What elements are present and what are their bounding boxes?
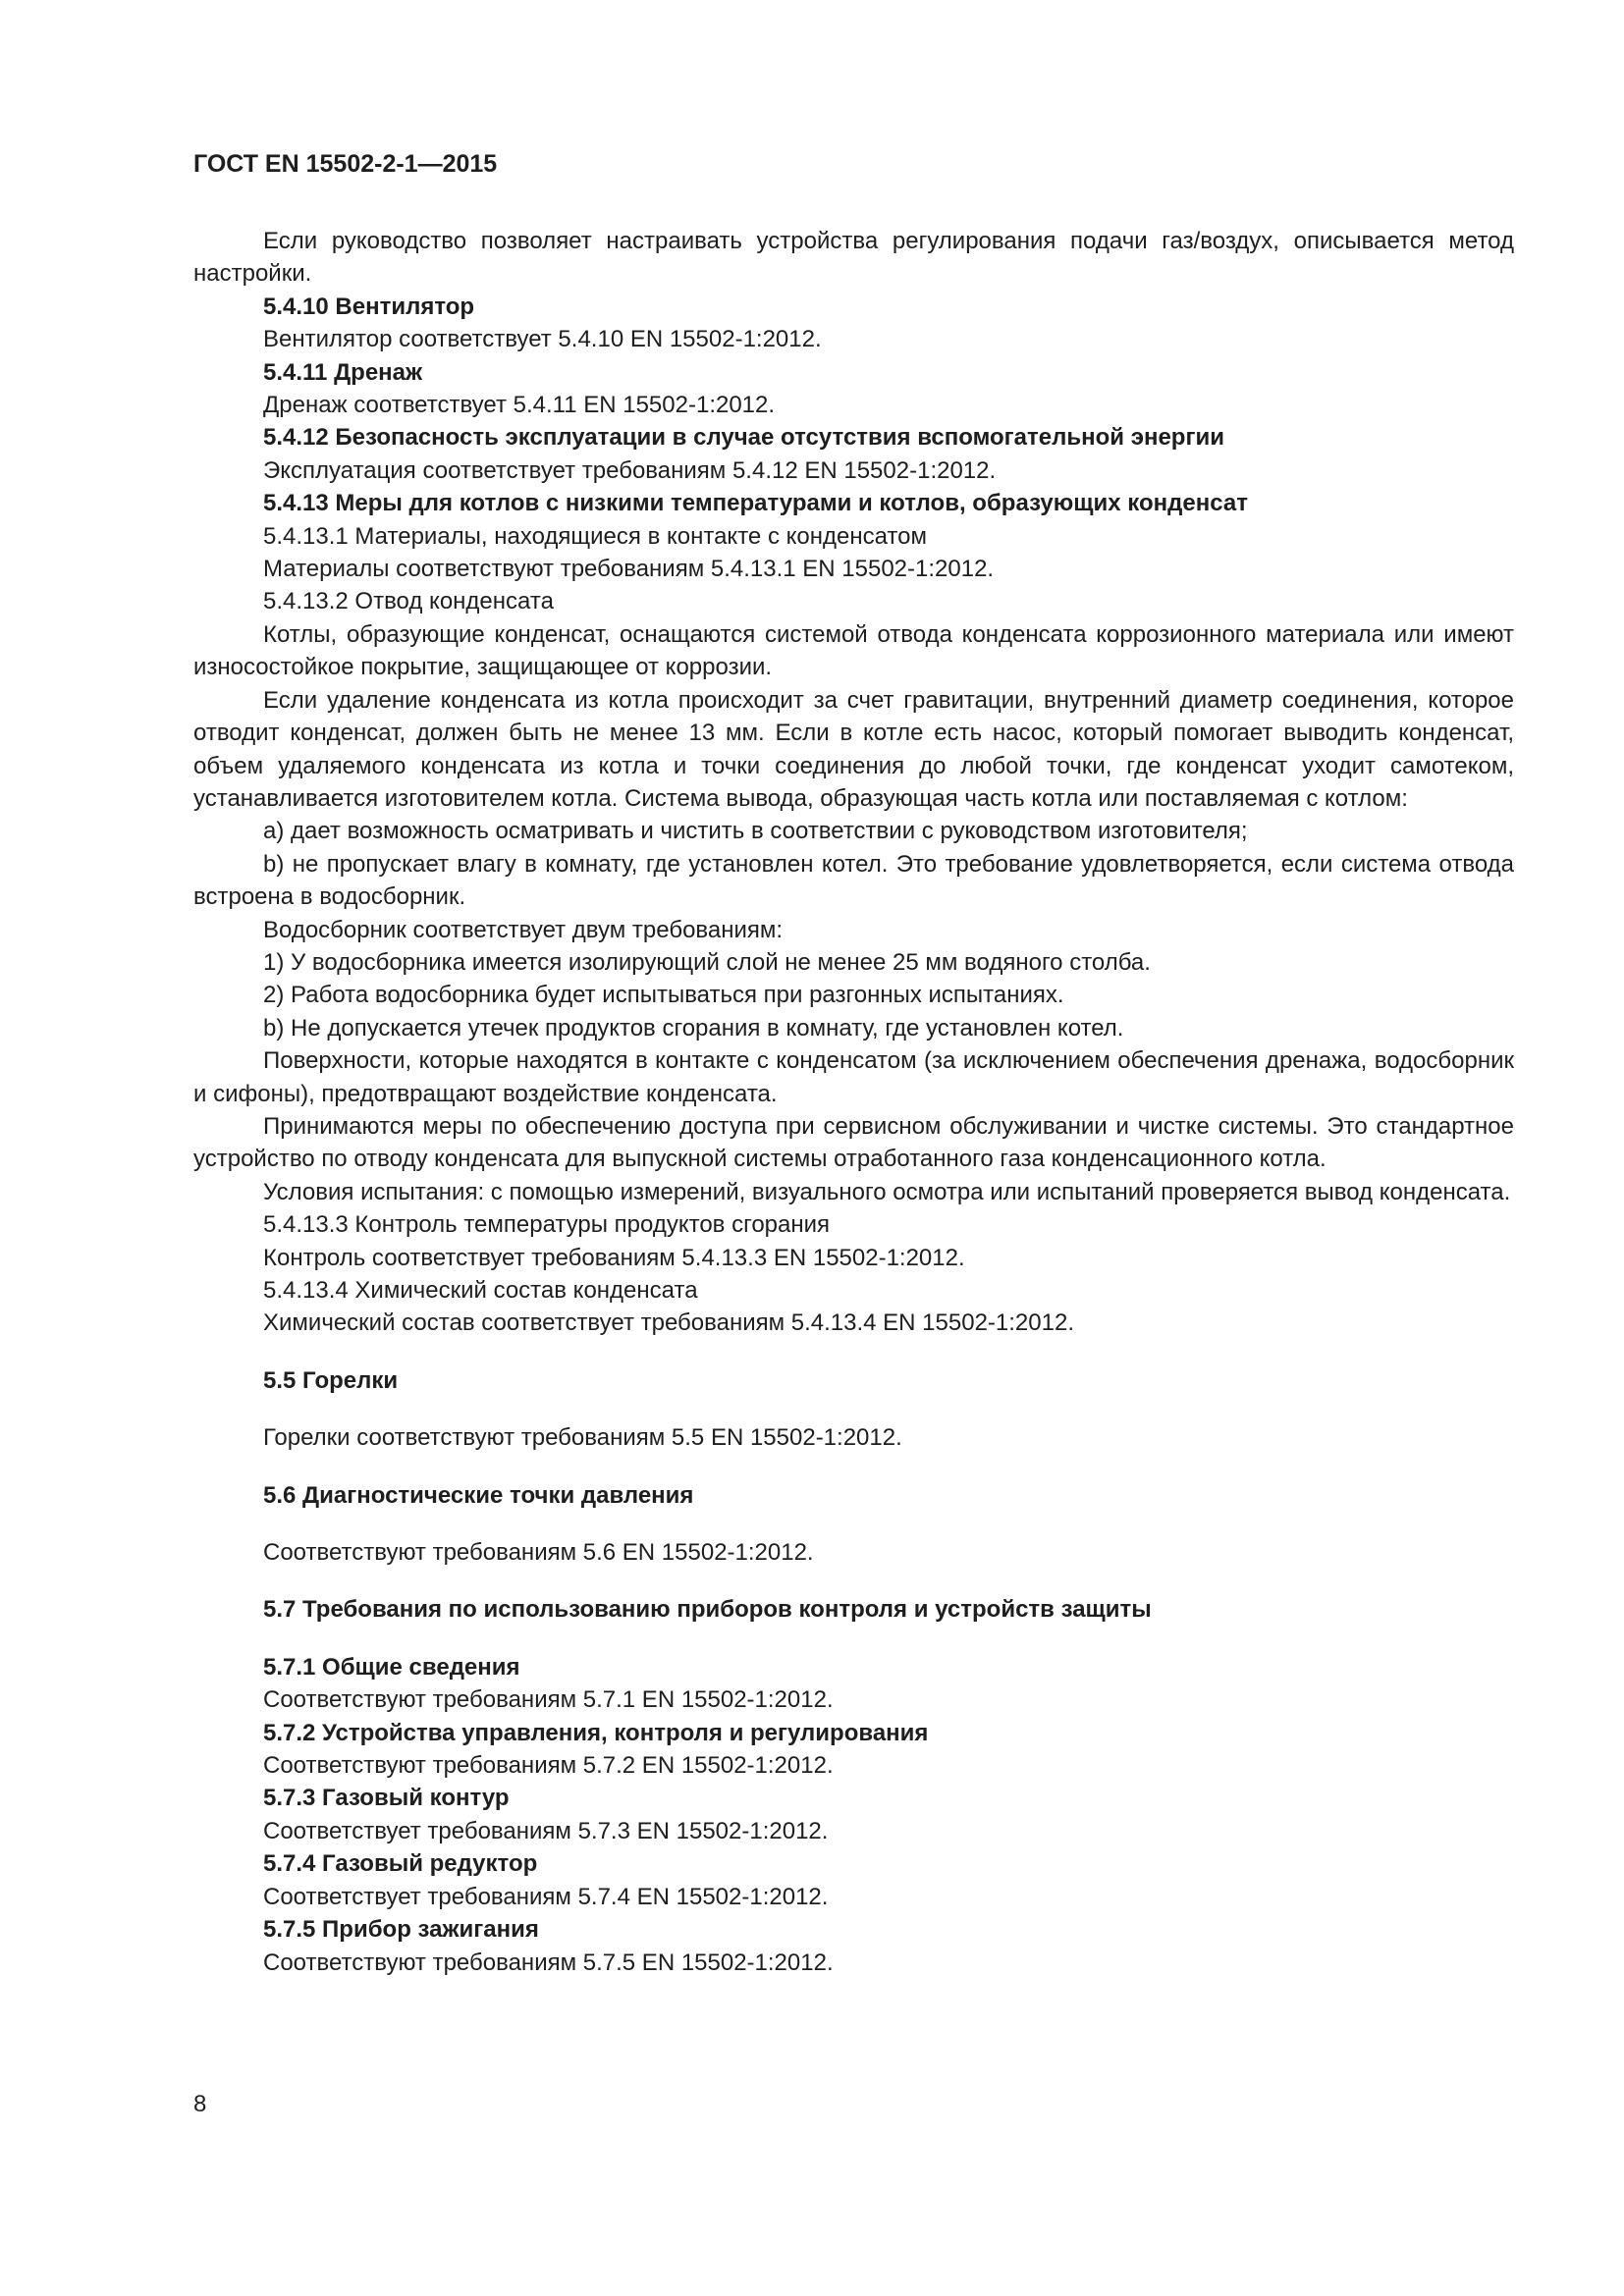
- subsection-heading: 5.4.13.1 Материалы, находящиеся в контакте с конденсатом: [263, 522, 927, 550]
- paragraph: Условия испытания: с помощью измерений, визуального осмотра или испытаний проверяется вывод конденсата.: [263, 1178, 1511, 1205]
- paragraph: Соответствует требованиям 5.7.4 EN 15502-1:2012.: [263, 1883, 829, 1910]
- document-header: ГОСТ EN 15502-2-1—2015: [193, 150, 498, 178]
- section-heading: 5.6 Диагностические точки давления: [263, 1481, 694, 1509]
- subsection-heading: 5.4.13.3 Контроль температуры продуктов сгорания: [263, 1211, 831, 1239]
- paragraph: Материалы соответствуют требованиям 5.4.13.1 EN 15502-1:2012.: [263, 556, 995, 583]
- section-heading: 5.7.5 Прибор зажигания: [263, 1916, 539, 1944]
- paragraph: Если руководство позволяет настраивать устройства регулирования подачи газ/воздух, описывается метод настройки.: [193, 228, 1514, 288]
- list-item: b) Не допускается утечек продуктов сгорания в комнату, где установлен котел.: [263, 1014, 1124, 1041]
- list-item: а) дает возможность осматривать и чистить в соответствии с руководством изготовителя;: [263, 818, 1248, 845]
- document-body: [193, 225, 1514, 1979]
- section-heading: 5.5 Горелки: [263, 1366, 399, 1394]
- paragraph: Соответствуют требованиям 5.6 EN 15502-1:2012.: [263, 1539, 814, 1567]
- section-heading: 5.7.2 Устройства управления, контроля и регулирования: [263, 1719, 929, 1746]
- paragraph: Соответствуют требованиям 5.7.1 EN 15502-1:2012.: [263, 1686, 834, 1714]
- subsection-heading: 5.4.13.2 Отвод конденсата: [263, 588, 554, 615]
- list-item: 1) У водосборника имеется изолирующий слой не менее 25 мм водяного столба.: [263, 948, 1151, 976]
- paragraph: Химический состав соответствует требованиям 5.4.13.4 EN 15502-1:2012.: [263, 1309, 1074, 1337]
- paragraph: Горелки соответствуют требованиям 5.5 EN 15502-1:2012.: [263, 1424, 902, 1452]
- subsection-heading: 5.4.13.4 Химический состав конденсата: [263, 1277, 698, 1304]
- paragraph: Соответствует требованиям 5.7.3 EN 15502-1:2012.: [263, 1817, 829, 1844]
- section-heading: 5.7.4 Газовый редуктор: [263, 1850, 538, 1878]
- section-heading: 5.4.12 Безопасность эксплуатации в случае отсутствия вспомогательной энергии: [263, 424, 1224, 452]
- section-heading: 5.7.3 Газовый контур: [263, 1785, 510, 1812]
- paragraph: Если удаление конденсата из котла происходит за счет гравитации, внутренний диаметр соединения, которое отводит конденсат, должен быть не менее 13 мм. Если в котле есть насос, который помогает выводить конденсат, объем удаляемого конденсата из котла и точки соединения до любой точки, где конденсат уходит самотеком, устанавливается изготовителем котла. Система вывода, образующая часть котла или поставляемая с котлом:: [193, 686, 1514, 812]
- section-heading: 5.7 Требования по использованию приборов контроля и устройств защиты: [263, 1596, 1152, 1624]
- paragraph: Соответствуют требованиям 5.7.5 EN 15502-1:2012.: [263, 1949, 834, 1976]
- list-item: 2) Работа водосборника будет испытываться при разгонных испытаниях.: [263, 982, 1064, 1009]
- paragraph: Соответствуют требованиям 5.7.2 EN 15502-1:2012.: [263, 1752, 834, 1780]
- paragraph: Контроль соответствует требованиям 5.4.13.3 EN 15502-1:2012.: [263, 1244, 965, 1271]
- section-heading: 5.7.1 Общие сведения: [263, 1653, 520, 1681]
- paragraph: Дренаж соответствует 5.4.11 EN 15502-1:2012.: [263, 392, 776, 419]
- section-heading: 5.4.11 Дренаж: [263, 358, 423, 386]
- list-item: b) не пропускает влагу в комнату, где установлен котел. Это требование удовлетворяется, если система отвода встроена в водосборник.: [193, 850, 1514, 911]
- paragraph: Эксплуатация соответствует требованиям 5.4.12 EN 15502-1:2012.: [263, 456, 997, 484]
- section-heading: 5.4.10 Вентилятор: [263, 293, 475, 320]
- paragraph: Поверхности, которые находятся в контакте с конденсатом (за исключением обеспечения дренажа, водосборник и сифоны), предотвращают воздействие конденсата.: [193, 1047, 1514, 1107]
- paragraph: Вентилятор соответствует 5.4.10 EN 15502-1:2012.: [263, 326, 822, 353]
- section-heading: 5.4.13 Меры для котлов с низкими температурами и котлов, образующих конденсат: [263, 490, 1248, 517]
- paragraph: Принимаются меры по обеспечению доступа при сервисном обслуживании и чистке системы. Это стандартное устройство по отводу конденсата для выпускной системы отработанного газа конденсационного котла.: [193, 1112, 1514, 1173]
- page-number: 8: [193, 2091, 207, 2117]
- paragraph: Котлы, образующие конденсат, оснащаются системой отвода конденсата коррозионного материала или имеют износостойкое покрытие, защищающее от коррозии.: [193, 620, 1514, 681]
- paragraph: Водосборник соответствует двум требованиям:: [263, 916, 784, 943]
